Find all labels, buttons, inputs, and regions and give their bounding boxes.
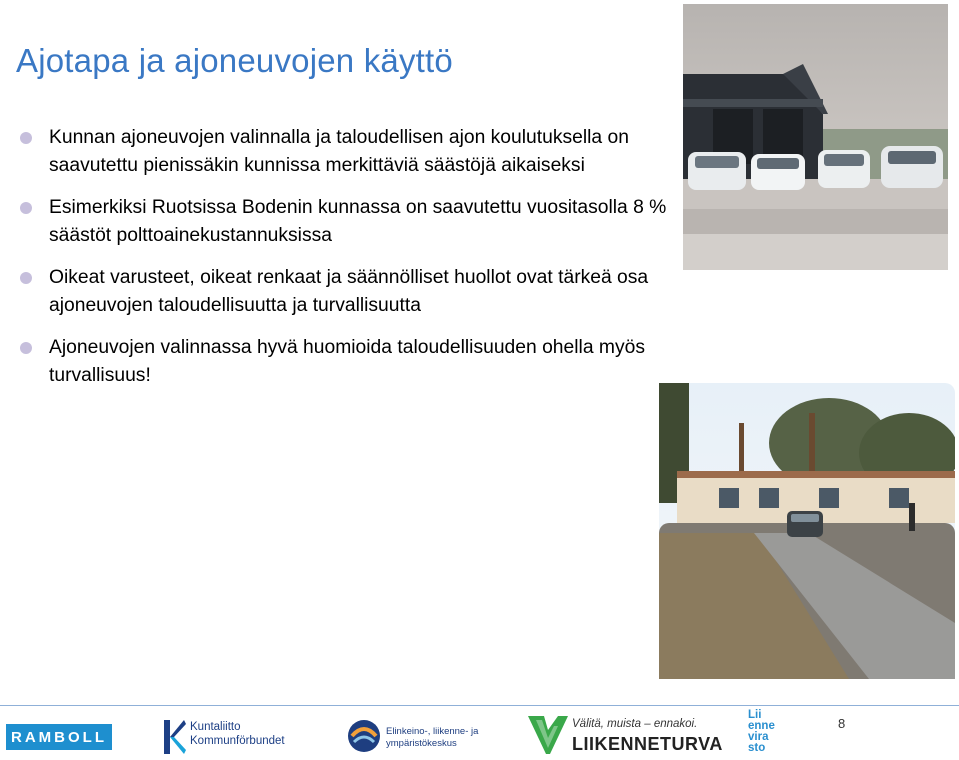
slide-title: Ajotapa ja ajoneuvojen käyttö — [16, 42, 453, 79]
bullet-text: Ajoneuvojen valinnassa hyvä huomioida taloudellisuuden ohella myös turvallisuus! — [49, 337, 645, 386]
page-number: 8 — [838, 716, 846, 731]
bullet-text: Kunnan ajoneuvojen valinnalla ja taloudellisen ajon koulutuksella on saavutettu pienissäkin kunnissa merkittäviä säästöjä aikaiseksi — [49, 127, 629, 176]
ely-line: ympäristökeskus — [386, 738, 457, 749]
bullet-list — [20, 124, 670, 404]
bullet-item — [20, 264, 670, 319]
liikennevirasto-line: Lii — [748, 709, 762, 721]
kuntaliitto-k-icon — [164, 720, 186, 754]
kommunforbundet-line: Kommunförbundet — [190, 735, 285, 747]
liikenneturva-name: LIIKENNETURVA — [572, 734, 723, 754]
liikenneturva-tagline: Välitä, muista – ennakoi. — [572, 718, 698, 730]
bullet-text: Esimerkiksi Ruotsissa Bodenin kunnassa on saavutettu vuositasolla 8 % säästöt polttoainekustannuksissa — [49, 197, 667, 246]
ramboll-logo: RAMBOLL — [6, 724, 112, 750]
ely-emblem-icon — [346, 718, 382, 754]
kuntaliitto-logo — [164, 718, 304, 756]
bullet-item — [20, 194, 670, 249]
footer-divider — [0, 705, 959, 706]
bullet-item — [20, 334, 670, 389]
liikennevirasto-line: vira — [748, 731, 769, 743]
school-building-photo — [659, 383, 955, 679]
liikennevirasto-logo — [748, 710, 796, 758]
bullet-dot — [20, 272, 32, 284]
bullet-dot — [20, 202, 32, 214]
bullet-text: Oikeat varusteet, oikeat renkaat ja säännölliset huollot ovat tärkeä osa ajoneuvojen taloudellisuutta ja turvallisuutta — [49, 267, 649, 316]
ely-logo — [346, 718, 496, 756]
bullet-dot — [20, 132, 32, 144]
bullet-item — [20, 124, 670, 179]
liikennevirasto-line: sto — [748, 742, 766, 754]
kuntaliitto-line: Kuntaliitto — [190, 721, 241, 733]
liikenneturva-logo — [528, 714, 723, 758]
bullet-dot — [20, 342, 32, 354]
ely-line: Elinkeino-, liikenne- ja — [386, 726, 479, 737]
parked-cars-photo — [683, 4, 948, 270]
kuntaliitto-text — [190, 720, 285, 748]
liikennevirasto-line: enne — [748, 720, 775, 732]
ely-text — [386, 726, 478, 750]
liikenneturva-check-icon — [528, 716, 568, 756]
